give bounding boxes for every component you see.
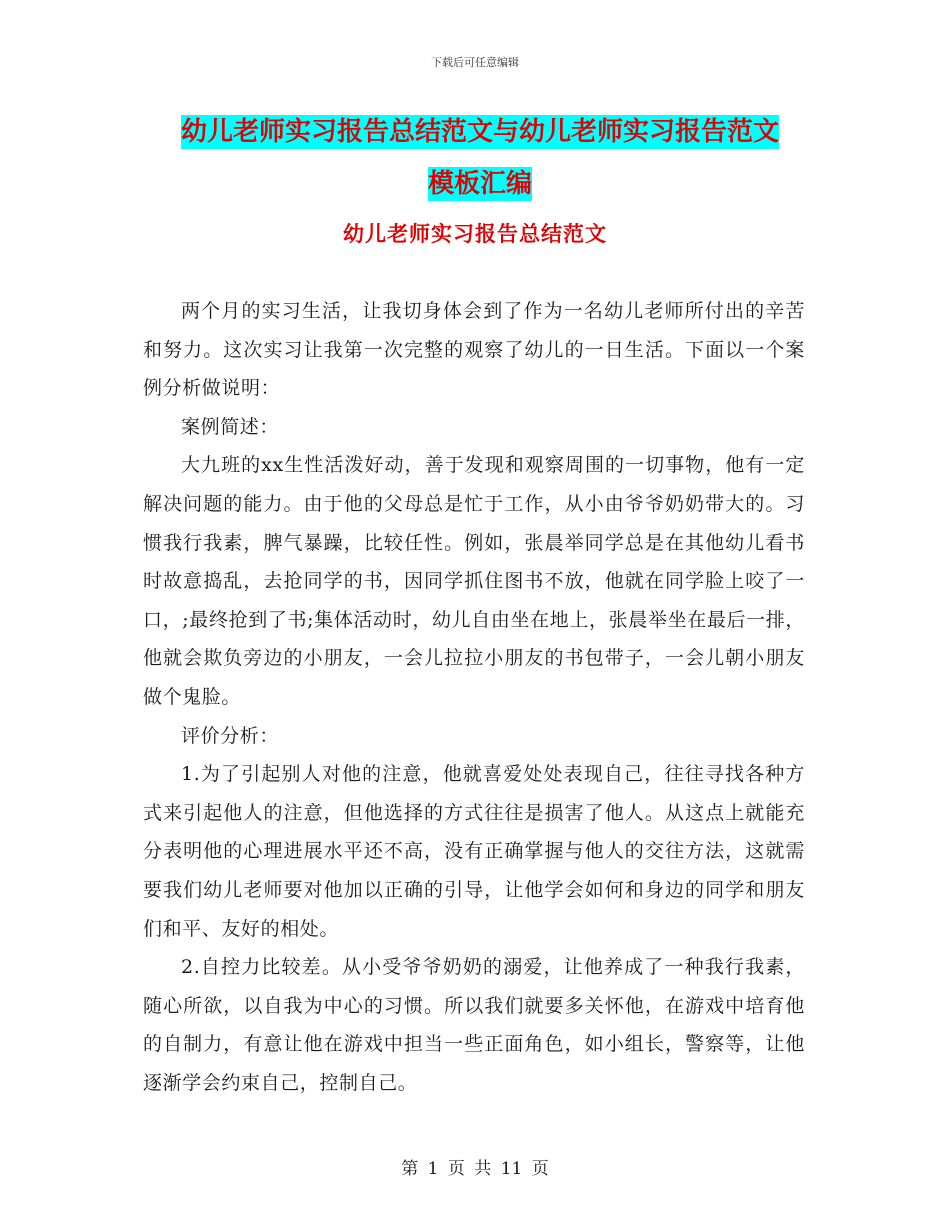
document-title [140,106,820,210]
paragraph-intro: 两个月的实习生活，让我切身体会到了作为一名幼儿老师所付出的辛苦和努力。这次实习让我第一次完整的观察了幼儿的一日生活。下面以一个案例分析做说明： [143,300,805,400]
paragraph-analysis-point-1: 1.为了引起别人对他的注意，他就喜爱处处表现自己，往往寻找各种方式来引起他人的注意，但他选择的方式往往是损害了他人。从这点上就能充分表明他的心理进展水平还不高，没有正确掌握与他人的交往方法，这就需要我们幼儿老师要对他加以正确的引导，让他学会如何和身边的同学和朋友们和平、友好的相处。 [143,763,805,940]
paragraph-analysis-point-2: 2.自控力比较差。从小受爷爷奶奶的溺爱，让他养成了一种我行我素，随心所欲，以自我为中心的习惯。所以我们就要多关怀他，在游戏中培育他的自制力，有意让他在游戏中担当一些正面角色，如小组长，警察等，让他逐渐学会约束自己，控制自己。 [143,956,805,1094]
page-number-footer: 第 1 页 共 11 页 [401,1159,549,1179]
document-title-line-2: 模板汇编 [427,169,532,199]
paragraph-case-heading: 案例简述： [181,415,280,438]
document-body [143,292,805,1102]
section-heading: 幼儿老师实习报告总结范文 [343,222,607,246]
header-note: 下载后可任意编辑 [431,56,519,69]
document-title-line-1: 幼儿老师实习报告总结范文与幼儿老师实习报告范文 [180,117,779,147]
paragraph-analysis-heading: 评价分析： [181,724,280,747]
paragraph-case-description: 大九班的xx生性活泼好动，善于发现和观察周围的一切事物，他有一定解决问题的能力。由于他的父母总是忙于工作，从小由爷爷奶奶带大的。习惯我行我素，脾气暴躁，比较任性。例如，张晨举同学总是在其他幼儿看书时故意捣乱，去抢同学的书，因同学抓住图书不放，他就在同学脸上咬了一口，;最终抢到了书;集体活动时，幼儿自由坐在地上，张晨举坐在最后一排，他就会欺负旁边的小朋友，一会儿拉拉小朋友的书包带子，一会儿朝小朋友做个鬼脸。 [143,454,805,708]
